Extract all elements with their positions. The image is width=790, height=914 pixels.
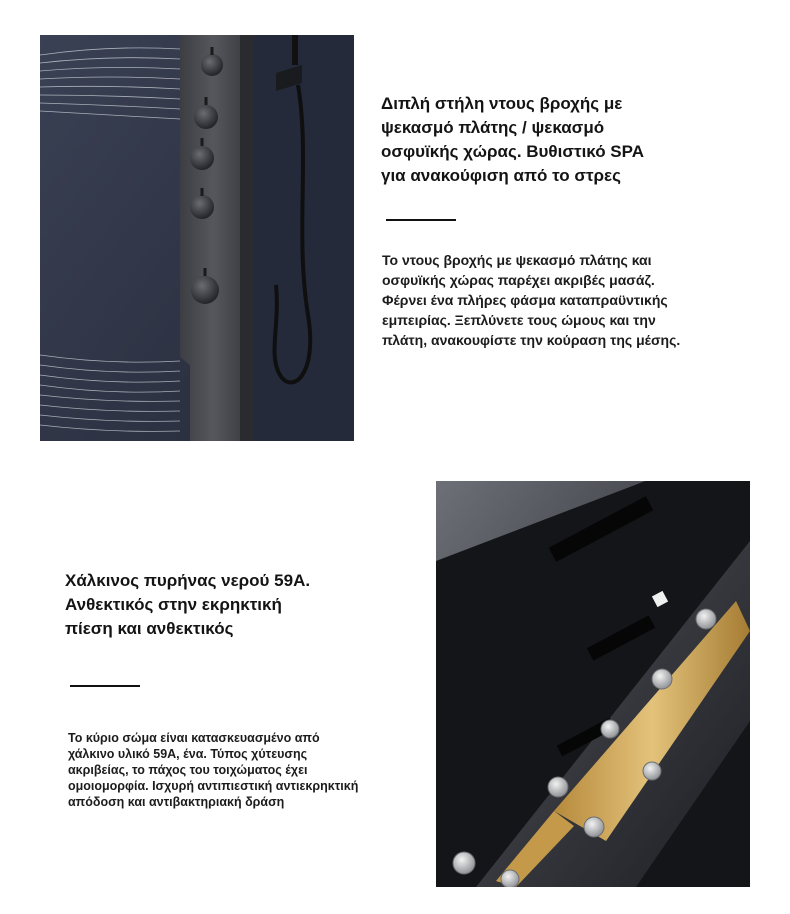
shower-panel-photo xyxy=(40,35,354,441)
brass-water-core-photo xyxy=(436,481,750,887)
feature-1-divider xyxy=(386,219,456,221)
feature-2-description: Το κύριο σώμα είναι κατασκευασμένο από χάλκινο υλικό 59Α, ένα. Τύπος χύτευσης ακριβείας, το πάχος του τοιχώματος έχει ομοιομορφία. Ισχυρή αντιπιεστική αντιεκρηκτική απόδοση και αντιβακτηριακή δράση xyxy=(68,731,359,809)
feature-1-description: Το ντους βροχής με ψεκασμό πλάτης και οσφυϊκής χώρας παρέχει ακριβές μασάζ. Φέρνει ένα πλήρες φάσμα καταπραϋντικής εμπειρίας. Ξεπλύνετε τους ώμους και την πλάτη, ανακουφίστε την κούραση της μέσης. xyxy=(382,252,681,348)
feature-2-heading: Χάλκινος πυρήνας νερού 59Α. Ανθεκτικός στην εκρηκτική πίεση και ανθεκτικός xyxy=(65,571,311,638)
feature-2-divider xyxy=(70,685,140,687)
feature-1-heading: Διπλή στήλη ντους βροχής με ψεκασμό πλάτης / ψεκασμό οσφυϊκής χώρας. Βυθιστικό SPA για ανακούφιση από το στρες xyxy=(381,94,645,185)
